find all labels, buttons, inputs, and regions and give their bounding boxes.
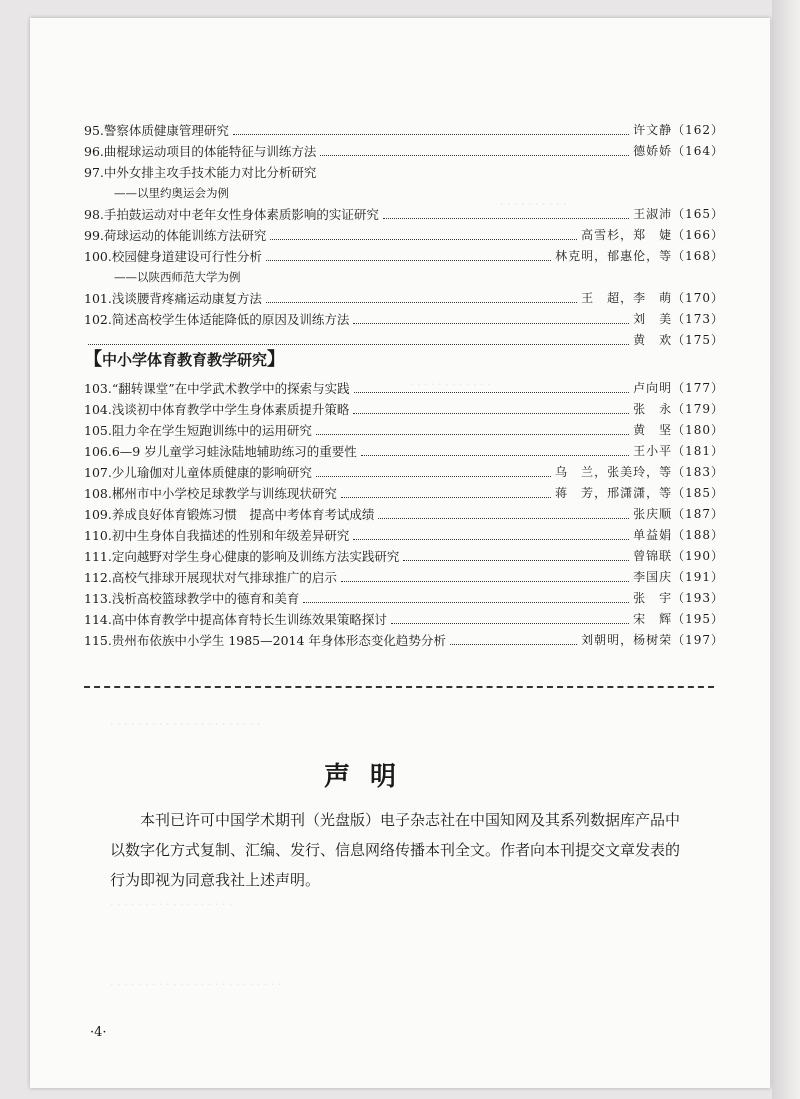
leader-dots (316, 420, 629, 435)
toc-entry[interactable] (84, 588, 724, 609)
toc-entry[interactable] (84, 225, 724, 246)
entry-title: 郴州市中小学校足球教学与训练现状研究 (111, 486, 337, 501)
toc-entry[interactable] (84, 483, 724, 504)
entry-number: 100. (84, 249, 112, 264)
page-number: ·4· (90, 1025, 107, 1040)
leader-dots (403, 546, 629, 561)
section-heading-text: 中小学体育教育教学研究 (102, 351, 268, 369)
toc-entry[interactable] (84, 141, 724, 162)
toc-entry[interactable] (84, 462, 724, 483)
entry-number: 102. (84, 312, 112, 327)
entry-author-page: 张 宇（193） (633, 591, 724, 605)
entry-title: 警察体质健康管理研究 (103, 123, 229, 138)
entry-title: 浅析高校篮球教学中的德育和美育 (111, 591, 300, 606)
toc-entry[interactable] (84, 630, 724, 651)
toc-list-bottom (84, 378, 724, 651)
bracket-left: 【 (84, 349, 102, 370)
entry-number: 105. (84, 423, 112, 438)
entry-number: 101. (84, 291, 112, 306)
entry-number: 99. (84, 228, 104, 243)
entry-number: 96. (84, 144, 104, 159)
entry-title: 浅谈腰背疼痛运动康复方法 (111, 291, 262, 306)
toc-entry[interactable] (84, 288, 724, 309)
adjacent-page-edge (772, 0, 800, 1099)
leader-dots (361, 441, 629, 456)
entry-title: 荷球运动的体能训练方法研究 (103, 228, 267, 243)
entry-number: 114. (84, 612, 112, 627)
entry-author-page: 李国庆（191） (633, 570, 724, 584)
toc-entry[interactable] (84, 246, 724, 267)
entry-number: 110. (84, 528, 112, 543)
toc-entry[interactable] (84, 504, 724, 525)
bleed-through-text: · · · · · · · · · · (500, 198, 567, 211)
entry-number: 95. (84, 123, 104, 138)
entry-title: 简述高校学生体适能降低的原因及训练方法 (111, 312, 350, 327)
entry-title: 中外女排主攻手技术能力对比分析研究 (103, 165, 317, 180)
entry-author-page: 王淑沛（165） (633, 207, 724, 221)
leader-dots (303, 588, 629, 603)
dashed-divider (84, 686, 714, 688)
leader-dots (341, 567, 629, 582)
entry-author-page: 张 永（179） (633, 402, 724, 416)
toc-entry[interactable] (84, 420, 724, 441)
entry-title: 阻力伞在学生短跑训练中的运用研究 (111, 423, 312, 438)
leader-dots (353, 399, 629, 414)
toc-entry[interactable] (84, 441, 724, 462)
entry-number: 115. (84, 633, 112, 648)
entry-title: 少儿瑜伽对儿童体质健康的影响研究 (111, 465, 312, 480)
entry-author-page: 许文静（162） (633, 123, 724, 137)
bleed-through-text: · · · · · · · · · · · · · · · · · · (110, 898, 233, 911)
entry-title: 浅谈初中体育教学中学生身体素质提升策略 (111, 402, 350, 417)
leader-dots (391, 609, 629, 624)
leader-dots (341, 483, 551, 498)
bleed-through-text: · · · · · · · · · · · · · · · · · · · · · · (110, 718, 261, 731)
entry-author-page: 黄 欢（175） (633, 333, 724, 347)
leader-dots (316, 462, 551, 477)
leader-dots (353, 309, 629, 324)
entry-title: 高中体育教学中提高体育特长生训练效果策略探讨 (111, 612, 387, 627)
entry-author-page: 曾锦联（190） (633, 549, 724, 563)
entry-author-page: 德娇娇（164） (633, 144, 724, 158)
leader-dots (378, 504, 629, 519)
entry-number: 112. (84, 570, 112, 585)
toc-entry[interactable] (84, 609, 724, 630)
entry-title: 高校气排球开展现状对气排球推广的启示 (111, 570, 337, 585)
entry-subtitle: ——以里约奥运会为例 (114, 186, 229, 200)
notice-body: 本刊已许可中国学术期刊（光盘版）电子杂志社在中国知网及其系列数据库产品中以数字化方式复制、汇编、发行、信息网络传播本刊全文。作者向本刊提交文章发表的行为即视为同意我社上述声明。 (110, 811, 681, 889)
toc-entry[interactable] (84, 546, 724, 567)
entry-number: 97. (84, 165, 104, 180)
toc-entry[interactable] (84, 120, 724, 141)
entry-title: 初中生身体自我描述的性别和年级差异研究 (111, 528, 350, 543)
leader-dots (266, 246, 551, 261)
bleed-through-text: · · · · · · · · · · · · · · · · · · · · · · · · · (110, 978, 282, 991)
toc-entry[interactable] (84, 309, 724, 330)
entry-title: “翻转课堂”在中学武术教学中的探索与实践 (111, 381, 350, 396)
toc-entry[interactable] (84, 525, 724, 546)
entry-author-page: 张庆顺（187） (633, 507, 724, 521)
entry-title: 手拍鼓运动对中老年女性身体素质影响的实证研究 (103, 207, 379, 222)
entry-number: 111. (84, 549, 112, 564)
entry-author-page: 宋 辉（195） (633, 612, 724, 626)
toc-entry[interactable] (84, 399, 724, 420)
toc-list-top (84, 120, 724, 351)
entry-author-page: 王 超，李 萌（170） (581, 291, 724, 305)
entry-number: 103. (84, 381, 112, 396)
entry-number: 104. (84, 402, 112, 417)
leader-dots (266, 288, 577, 303)
entry-title: 养成良好体育锻炼习惯 提高中考体育考试成绩 (111, 507, 375, 522)
leader-dots (450, 630, 577, 645)
entry-title: 校园健身道建设可行性分析 (111, 249, 262, 264)
entry-author-page: 卢向明（177） (633, 381, 724, 395)
leader-dots (383, 204, 629, 219)
toc-entry[interactable] (84, 378, 724, 399)
entry-author-page: 林克明，郁惠伦，等（168） (555, 249, 724, 263)
section-heading (84, 347, 285, 373)
entry-number: 113. (84, 591, 112, 606)
entry-author-page: 刘朝明，杨树荣（197） (581, 633, 724, 647)
entry-author-page: 刘 美（173） (633, 312, 724, 326)
entry-author-page: 单益娟（188） (633, 528, 724, 542)
entry-title: 贵州布依族中小学生 1985—2014 年身体形态变化趋势分析 (111, 633, 446, 648)
entry-author-page: 黄 坚（180） (633, 423, 724, 437)
leader-dots (270, 225, 577, 240)
entry-number: 107. (84, 465, 112, 480)
entry-title: 曲棍球运动项目的体能特征与训练方法 (103, 144, 317, 159)
bleed-through-text: · · · · · · · · · · · · (410, 378, 491, 391)
entry-subtitle: ——以陕西师范大学为例 (114, 270, 241, 284)
toc-entry[interactable] (84, 204, 724, 225)
leader-dots (353, 525, 629, 540)
entry-number: 108. (84, 486, 112, 501)
leader-dots (354, 378, 629, 393)
entry-number: 109. (84, 507, 112, 522)
leader-dots (320, 141, 629, 156)
bracket-right: 】 (267, 349, 286, 370)
notice-title: 声明 (323, 762, 416, 792)
entry-author-page: 高雪杉，郑 婕（166） (581, 228, 724, 242)
leader-dots (233, 120, 629, 135)
toc-entry[interactable] (84, 162, 724, 183)
entry-author-page: 蒋 芳，邢潇潇，等（185） (555, 486, 724, 500)
leader-dots (88, 330, 629, 345)
entry-number: 106. (84, 444, 112, 459)
entry-author-page: 乌 兰，张美玲，等（183） (555, 465, 724, 479)
toc-entry[interactable] (84, 567, 724, 588)
entry-title: 定向越野对学生身心健康的影响及训练方法实践研究 (111, 549, 400, 564)
entry-author-page: 王小平（181） (633, 444, 724, 458)
entry-number: 98. (84, 207, 104, 222)
entry-title: 6—9 岁儿童学习蛙泳陆地辅助练习的重要性 (111, 444, 357, 459)
